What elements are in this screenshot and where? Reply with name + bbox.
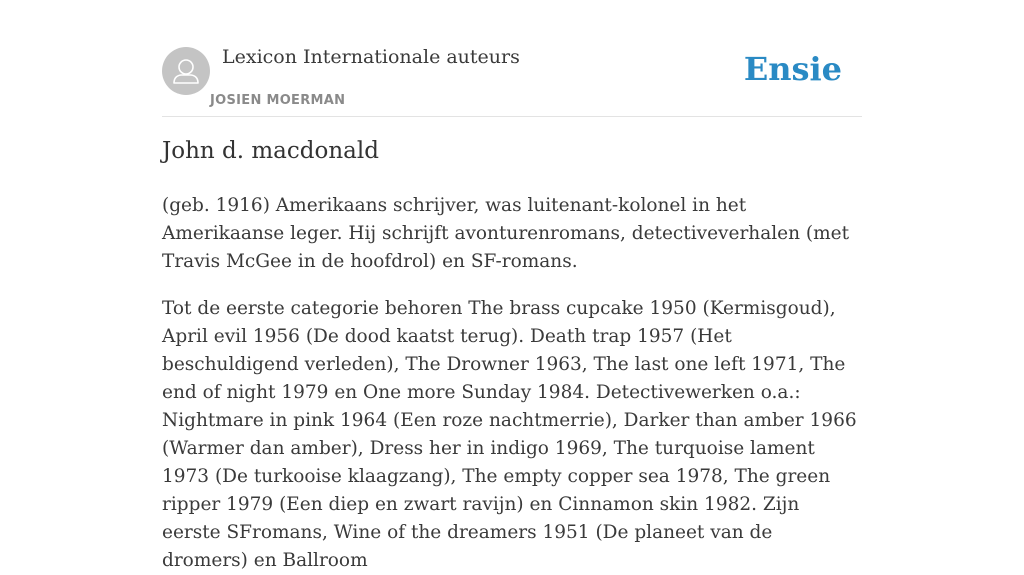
source-title[interactable]: Lexicon Internationale auteurs	[222, 46, 520, 68]
paragraph-2: Tot de eerste categorie behoren The brass cupcake 1950 (Kermisgoud), April evil 1956 (De dood kaatst terug). Death trap 1957 (Het beschuldigend verleden), The Drowner 1963, The last one left 1971, The end of night 1979 en One more Sunday 1984. Detectivewerken o.a.: Nightmare in pink 1964 (Een roze nachtmerrie), Darker than amber 1966 (Warmer dan amber), Dress her in indigo 1969, The turquoise lament 1973 (De turkooise klaagzang), The empty copper sea 1978, The green ripper 1979 (Een diep en zwart ravijn) en Cinnamon skin 1982. Zijn eerste SFromans, Wine of the dreamers 1951 (De planeet van de dromers) en Ballroom	[162, 298, 857, 571]
avatar[interactable]	[162, 47, 210, 95]
page	[162, 0, 862, 571]
user-silhouette-icon	[162, 47, 210, 95]
paragraph-1: (geb. 1916) Amerikaans schrijver, was luitenant-kolonel in het Amerikaanse leger. Hij schrijft avonturenromans, detectiveverhalen (met Travis McGee in de hoofdrol) en SF-romans.	[162, 195, 850, 272]
header	[162, 0, 862, 117]
author-name[interactable]: JOSIEN MOERMAN	[210, 93, 346, 108]
article-title: John d. macdonald	[162, 138, 379, 164]
ensie-logo[interactable]: Ensie	[743, 50, 842, 88]
